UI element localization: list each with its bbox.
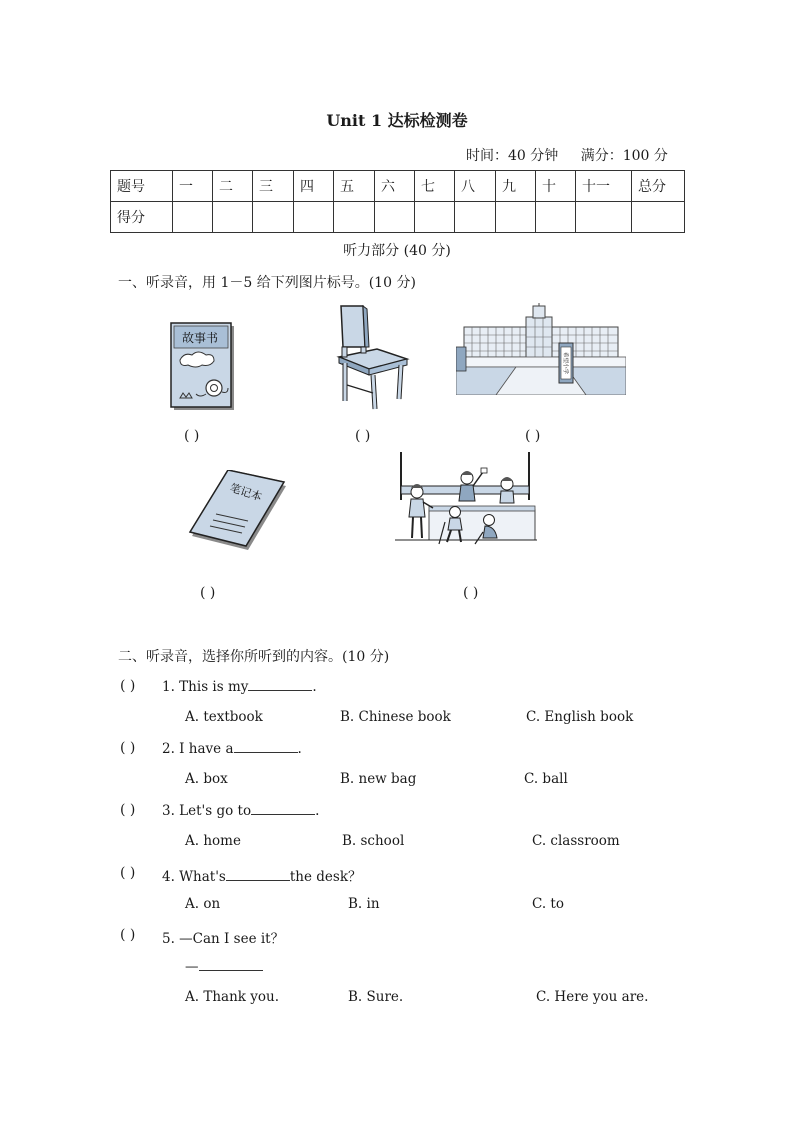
- listening-section-header: 听力部分 (40 分): [343, 243, 451, 259]
- q1-option-c[interactable]: C. English book: [526, 709, 634, 725]
- picture2-answer-blank[interactable]: ( ): [355, 428, 371, 444]
- score-entry-cell[interactable]: [253, 202, 294, 233]
- storybook-title: 故事书: [181, 331, 219, 345]
- exam-meta: [466, 145, 668, 165]
- q4-prompt: 4. What's the desk？: [162, 869, 362, 885]
- cell-score-label: 得分: [111, 202, 173, 233]
- storybook-icon: [168, 320, 236, 412]
- q1-option-a[interactable]: A. textbook: [185, 709, 263, 725]
- cell-section-6: 六: [375, 171, 415, 202]
- cell-section-2: 二: [213, 171, 253, 202]
- cell-section-11: 十一: [576, 171, 632, 202]
- cell-section-10: 十: [536, 171, 576, 202]
- picture1-answer-blank[interactable]: ( ): [184, 428, 200, 444]
- cell-section-7: 七: [415, 171, 455, 202]
- score-entry-cell[interactable]: [455, 202, 496, 233]
- cell-section-8: 八: [455, 171, 496, 202]
- q4-option-a[interactable]: A. on: [185, 896, 221, 912]
- chair-icon: [333, 303, 411, 411]
- cell-section-9: 九: [496, 171, 536, 202]
- q2-answer-blank[interactable]: ( ): [120, 740, 136, 756]
- q1-option-b[interactable]: B. Chinese book: [340, 709, 451, 725]
- picture4-answer-blank[interactable]: ( ): [200, 585, 216, 601]
- score-table: [110, 170, 685, 233]
- score-entry-cell[interactable]: [213, 202, 253, 233]
- children-cleaning-icon: [395, 452, 537, 552]
- time-limit: 时间：40 分钟: [466, 148, 559, 164]
- q3-answer-blank[interactable]: ( ): [120, 802, 136, 818]
- full-score: 满分：100 分: [580, 148, 668, 164]
- q2-option-b[interactable]: B. new bag: [340, 771, 417, 787]
- score-table-header-row: [111, 171, 685, 202]
- q3-option-b[interactable]: B. school: [342, 833, 405, 849]
- cell-section-1: 一: [173, 171, 213, 202]
- q3-option-c[interactable]: C. classroom: [532, 833, 620, 849]
- score-entry-cell[interactable]: [496, 202, 536, 233]
- score-entry-cell[interactable]: [173, 202, 213, 233]
- cell-section-3: 三: [253, 171, 294, 202]
- q4-option-c[interactable]: C. to: [532, 896, 564, 912]
- q5-fill-blank[interactable]: [199, 958, 263, 971]
- q5-prompt: 5. —Can I see it？: [162, 931, 285, 947]
- school-building-icon: [456, 303, 626, 395]
- q4-fill-blank[interactable]: [226, 868, 290, 881]
- q5-answer-blank[interactable]: ( ): [120, 927, 136, 943]
- q3-fill-blank[interactable]: [251, 802, 315, 815]
- q2-prompt: 2. I have a .: [162, 741, 302, 757]
- score-entry-cell[interactable]: [334, 202, 375, 233]
- q5-answer-line: —: [185, 958, 263, 975]
- section2-heading: 二、听录音，选择你所听到的内容。(10 分): [118, 649, 390, 665]
- q5-option-c[interactable]: C. Here you are.: [536, 989, 649, 1005]
- page-title: Unit 1 达标检测卷: [326, 111, 468, 130]
- school-gate-sign: 希望小学: [562, 351, 568, 375]
- score-entry-cell[interactable]: [294, 202, 334, 233]
- notebook-icon: [188, 470, 288, 552]
- q4-option-b[interactable]: B. in: [348, 896, 380, 912]
- cell-section-5: 五: [334, 171, 375, 202]
- score-table-score-row: [111, 202, 685, 233]
- score-entry-cell[interactable]: [536, 202, 576, 233]
- q4-answer-blank[interactable]: ( ): [120, 865, 136, 881]
- section1-heading: 一、听录音，用 1－5 给下列图片标号。(10 分): [118, 275, 416, 291]
- q5-option-b[interactable]: B. Sure.: [348, 989, 404, 1005]
- score-entry-cell[interactable]: [576, 202, 632, 233]
- q3-option-a[interactable]: A. home: [185, 833, 241, 849]
- q3-prompt: 3. Let's go to .: [162, 803, 320, 819]
- score-entry-cell[interactable]: [375, 202, 415, 233]
- score-entry-cell[interactable]: [632, 202, 685, 233]
- q2-option-c[interactable]: C. ball: [524, 771, 568, 787]
- cell-question-number-label: 题号: [111, 171, 173, 202]
- q5-option-a[interactable]: A. Thank you.: [185, 989, 279, 1005]
- q1-answer-blank[interactable]: ( ): [120, 678, 136, 694]
- q2-fill-blank[interactable]: [234, 740, 298, 753]
- q1-prompt: 1. This is my .: [162, 679, 317, 695]
- notebook-title: 笔记本: [228, 481, 264, 504]
- q2-option-a[interactable]: A. box: [185, 771, 228, 787]
- cell-total-label: 总分: [632, 171, 685, 202]
- picture5-answer-blank[interactable]: ( ): [463, 585, 479, 601]
- picture3-answer-blank[interactable]: ( ): [525, 428, 541, 444]
- q1-fill-blank[interactable]: [248, 678, 312, 691]
- score-entry-cell[interactable]: [415, 202, 455, 233]
- cell-section-4: 四: [294, 171, 334, 202]
